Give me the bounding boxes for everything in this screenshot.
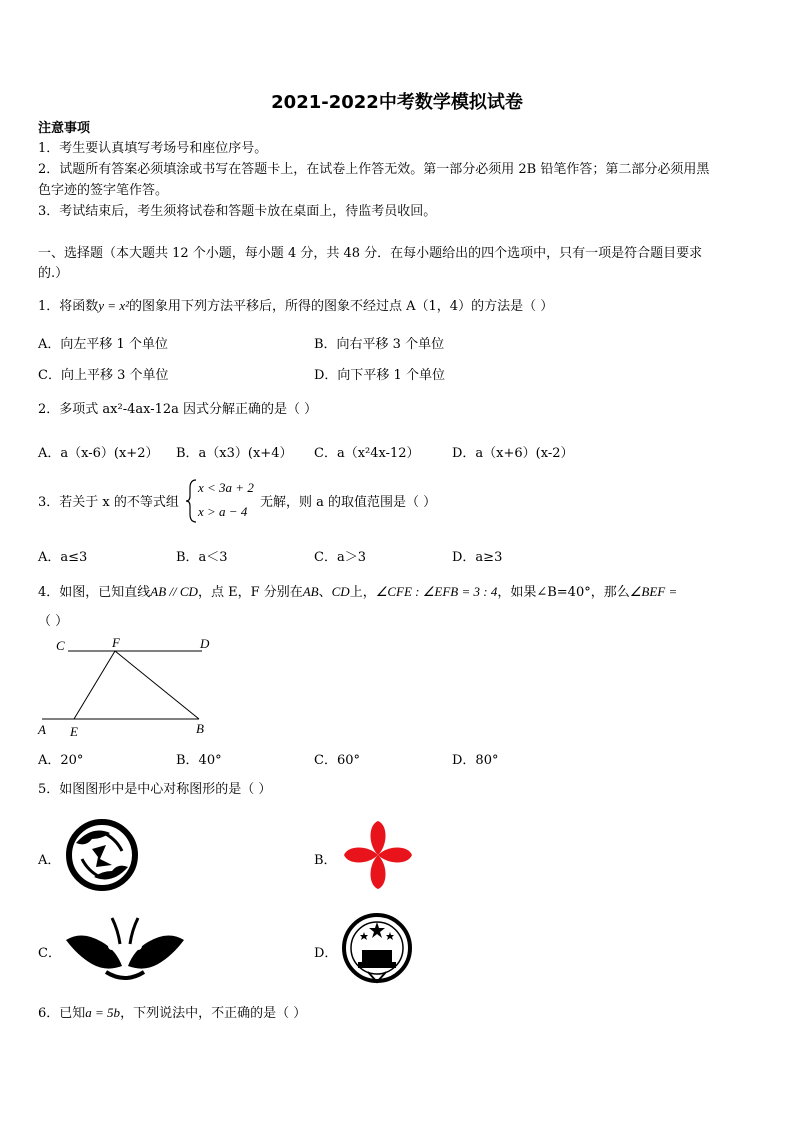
segment-fb: [115, 651, 199, 719]
question-1: [38, 297, 553, 316]
section-heading-cont: 的.）: [38, 266, 69, 281]
section-heading: 一、选择题（本大题共 12 个小题，每小题 4 分，共 48 分．在每小题给出的四个选项中，只有一项是符合题目要求: [38, 246, 703, 261]
q1-option-d[interactable]: D．向下平移 1 个单位: [314, 368, 445, 383]
q5-image-a-circle-emblem-icon: [62, 815, 142, 895]
q5-image-d-national-emblem-icon: [338, 908, 416, 988]
q4-math-ab: AB: [302, 584, 319, 599]
notice-item-2: 2．试题所有答案必须填涂或书写在答题卡上，在试卷上作答无效。第一部分必须用 2B 铅笔作答；第二部分必须用黑: [38, 162, 710, 177]
q4-text-3: 、: [318, 585, 332, 600]
q1-option-c[interactable]: C．向上平移 3 个单位: [38, 368, 169, 383]
q3-option-d[interactable]: D．a≥3: [452, 550, 503, 565]
q6-suffix: ，下列说法中，不正确的是（ ）: [120, 1006, 307, 1021]
q5-option-b[interactable]: B．: [314, 853, 337, 868]
q3-prefix: 3．若关于 x 的不等式组: [38, 495, 179, 510]
q3-option-b[interactable]: B．a＜3: [176, 550, 228, 565]
label-c: C: [56, 638, 65, 653]
q1-prefix: 1．将函数: [38, 299, 99, 314]
q4-text-5: ，如果∠B=40°，那么: [497, 585, 630, 600]
label-d: D: [200, 636, 210, 651]
q4-math-ratio: ∠CFE : ∠EFB = 3 : 4: [375, 584, 498, 599]
q4-text-4: 上，: [349, 585, 376, 600]
q4-text-1: 4．如图，已知直线: [38, 585, 151, 600]
q4-math-cd: CD: [331, 584, 350, 599]
label-e: E: [70, 724, 78, 739]
label-f: F: [112, 635, 120, 650]
q5-image-c-twin-birds-icon: [62, 910, 188, 986]
q1-option-a[interactable]: A．向左平移 1 个单位: [38, 337, 168, 352]
q4-option-c[interactable]: C．60°: [314, 753, 360, 768]
q6-formula: a = 5b: [85, 1005, 121, 1020]
segment-fe: [74, 651, 115, 719]
q4-option-d[interactable]: D．80°: [452, 753, 499, 768]
q3-brace: [184, 478, 198, 524]
q4-math-ab-parallel-cd: AB // CD: [150, 584, 198, 599]
question-4: [38, 583, 677, 602]
notice-item-3: 3．考试结束后，考生须将试卷和答题卡放在桌面上，待监考员收回。: [38, 204, 437, 219]
q1-formula: y = x²: [98, 298, 129, 313]
q2-option-a[interactable]: A．a（x-6）(x+2）: [38, 446, 159, 461]
notice-item-2-cont: 色字迹的签字笔作答。: [38, 183, 169, 198]
notice-item-1: 1．考生要认真填写考场号和座位序号。: [38, 141, 268, 156]
question-2: 2．多项式 ax²-4ax-12a 因式分解正确的是（ ）: [38, 402, 318, 417]
q5-option-c[interactable]: C．: [38, 946, 61, 961]
q4-figure: [34, 634, 224, 742]
q5-image-b-flower-icon: [338, 815, 418, 895]
q2-option-c[interactable]: C．a（x²4x-12）: [314, 446, 420, 461]
q3-inequality-1: x < 3a + 2: [198, 480, 254, 495]
label-b: B: [196, 721, 204, 736]
q6-prefix: 6．已知: [38, 1006, 86, 1021]
question-5: 5．如图图形中是中心对称图形的是（ ）: [38, 782, 272, 797]
q3-option-c[interactable]: C．a＞3: [314, 550, 366, 565]
q3-option-a[interactable]: A．a≤3: [38, 550, 88, 565]
q3-suffix: 无解，则 a 的取值范围是（ ）: [260, 495, 437, 510]
q5-option-d[interactable]: D．: [314, 946, 338, 961]
q1-option-b[interactable]: B．向右平移 3 个单位: [314, 337, 445, 352]
q3-inequality-2: x > a − 4: [198, 504, 248, 519]
question-6: [38, 1004, 306, 1023]
label-a: A: [38, 722, 46, 737]
q4-option-a[interactable]: A．20°: [38, 753, 84, 768]
q4-option-b[interactable]: B．40°: [176, 753, 222, 768]
q2-option-b[interactable]: B．a（x3）(x+4）: [176, 446, 293, 461]
q5-option-a[interactable]: A．: [38, 853, 61, 868]
page-title: 2021-2022中考数学模拟试卷: [271, 92, 523, 113]
notice-heading: 注意事项: [38, 121, 91, 136]
q4-paren: （ ）: [38, 614, 69, 629]
q2-option-d[interactable]: D．a（x+6）(x-2）: [452, 446, 574, 461]
q4-math-bef: ∠BEF =: [629, 584, 678, 599]
q1-suffix: 的图象用下列方法平移后，所得的图象不经过点 A（1，4）的方法是（ ）: [129, 299, 554, 314]
q4-text-2: ，点 E，F 分别在: [197, 585, 303, 600]
